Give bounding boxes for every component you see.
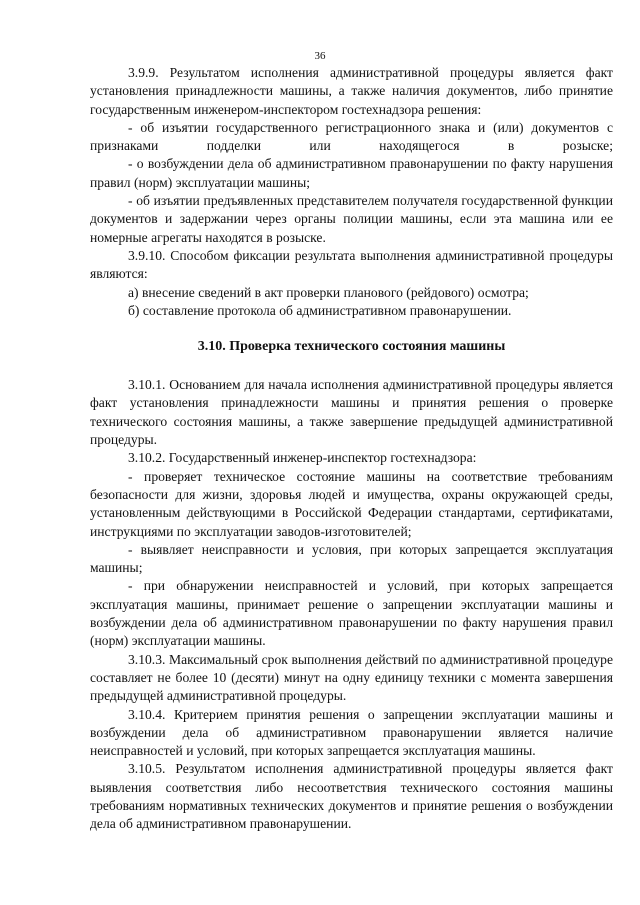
paragraph-3-10-3: 3.10.3. Максимальный срок выполнения действий по административной процедуре составляет не более 10 (десяти) минут на одну единицу техники с момента завершения предыдущей административной процедуры. (90, 651, 613, 704)
document-body (90, 64, 613, 834)
list-item-b: б) составление протокола об административном правонарушении. (128, 302, 512, 318)
paragraph-3-10-5: 3.10.5. Результатом исполнения административной процедуры является факт выявления соответствия либо несоответствия технического состояния машины требованиям нормативных технических документов и принятие решения о возбуждении дела об административном правонарушении. (90, 761, 613, 832)
list-item-seizure-plate: - об изъятии государственного регистрационного знака и (или) документов с признаками подделки или находящегося в розыске; (90, 119, 613, 154)
list-item-case-initiation: - о возбуждении дела об административном правонарушении по факту нарушения правил (норм) эксплуатации машины; (90, 156, 613, 190)
section-heading: 3.10. Проверка технического состояния машины (197, 339, 506, 355)
list-item-identifies: - выявляет неисправности и условия, при которых запрещается эксплуатация машины; (90, 541, 613, 576)
paragraph-3-9-10: 3.9.10. Способом фиксации результата выполнения административной процедуры являются: (90, 247, 613, 282)
list-item-prohibits: - при обнаружении неисправностей и условий, при которых запрещается эксплуатация машины, принимает решение о запрещении эксплуатации машины и возбуждении дела об административном правонарушении по факту нарушения правил (норм) эксплуатации машины. (90, 578, 613, 649)
paragraph-3-10-4: 3.10.4. Критерием принятия решения о запрещении эксплуатации машины и возбуждении дела об административном правонарушении является наличие неисправностей и условий, при которых запрещается эксплуатация машины. (90, 706, 613, 759)
list-item-a: а) внесение сведений в акт проверки планового (рейдового) осмотра; (128, 284, 529, 300)
list-item-inspects: - проверяет техническое состояние машины на соответствие требованиям безопасности для жизни, здоровья людей и имущества, охраны окружающей среды, установленным действующими в Российской Федерации стандартами, сертификатами, инструкциями по эксплуатации заводов-изготовителей; (90, 468, 613, 539)
page-number: 36 (314, 50, 326, 62)
paragraph-3-9-9: 3.9.9. Результатом исполнения административной процедуры является факт установления принадлежности машины, а также наличия документов, либо принятие государственным инженером-инспектором гостехнадзора решения: (90, 65, 613, 117)
list-item-seizure-documents: - об изъятии предъявленных представителем получателя государственной функции документов и задержании через органы полиции машины, если эта машина или ее номерные агрегаты находятся в розыске. (90, 193, 613, 245)
paragraph-3-10-1: 3.10.1. Основанием для начала исполнения административной процедуры является факт установления принадлежности машины и принятия решения о проверке технического состояния машины, а также завершение предыдущей административной процедуры. (90, 377, 613, 448)
paragraph-3-10-2: 3.10.2. Государственный инженер-инспектор гостехнадзора: (128, 450, 477, 466)
